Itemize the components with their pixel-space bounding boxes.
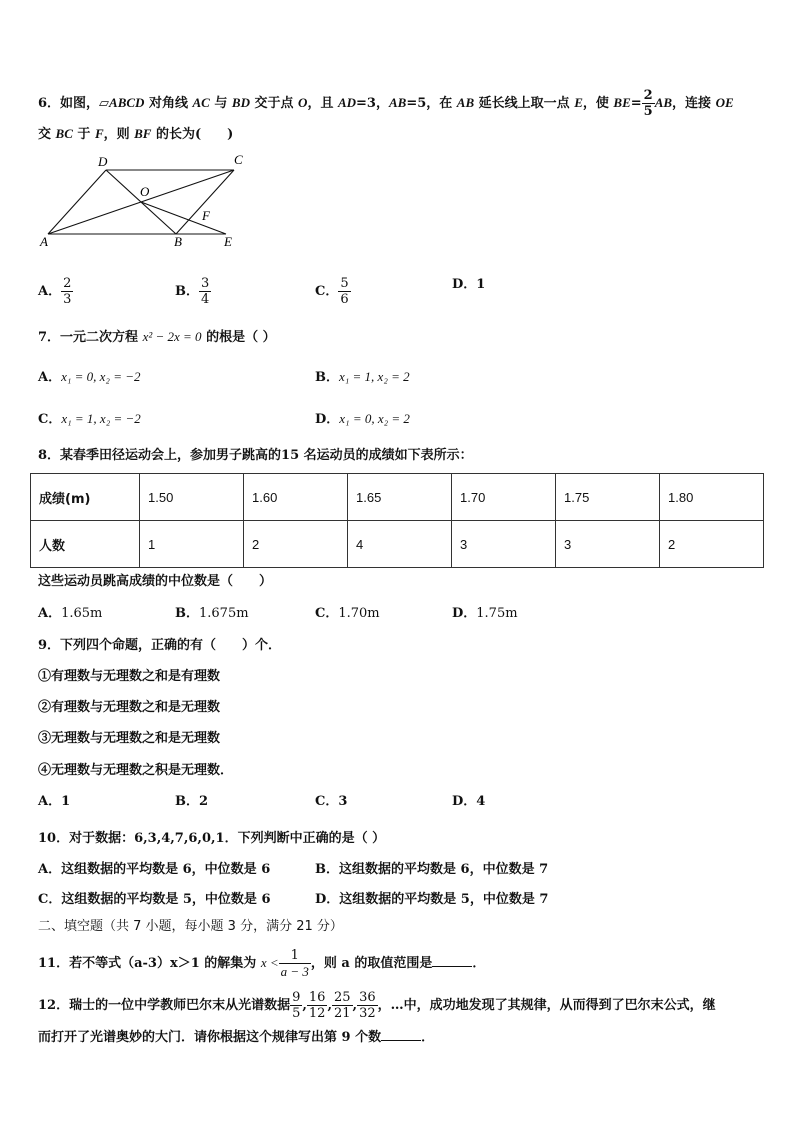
q10-option-b[interactable]: B．这组数据的平均数是 6，中位数是 7	[315, 862, 549, 877]
q6-option-c[interactable]: C． $\frac{5}{6}$	[315, 276, 349, 307]
q6-option-a[interactable]: A． $\frac{2}{3}$	[38, 276, 72, 307]
q11-fraction: $\frac{1}{a - 3}$	[280, 948, 309, 979]
label-A: A	[40, 234, 48, 249]
q9-stem: 9．下列四个命题，正确的有（ ）个．	[38, 638, 282, 653]
q7-option-c[interactable]: C．x₁ = 1, x₂ = −2	[38, 411, 141, 427]
q6-stem-line2: 交 BC 于 F，则 BF 的长为( )	[38, 126, 234, 142]
table-row	[31, 474, 764, 521]
q12-stem-line1: 12．瑞士的一位中学教师巴尔末从光谱数据 $\frac{9}{5}$ , $\frac{16}{12}$ , $\frac{25}{21}$ , $\frac{36}{32}$ ，…中，成功地发现了其规律，从而得到了巴尔末公式，继	[38, 990, 716, 1021]
table-row	[31, 521, 764, 568]
q7-stem: 7．一元二次方程 x² − 2x = 0 的根是（ ）	[38, 329, 276, 345]
q9-item-4: ④无理数与无理数之积是无理数．	[38, 763, 234, 778]
q11-stem: 11．若不等式（a-3）x＞1 的解集为 x < $\frac{1}{a - 3}$ ，则 a 的取值范围是 ．	[38, 948, 486, 979]
q12-stem-line2: 而打开了光谱奥妙的大门．请你根据这个规律写出第 9 个数 ．	[38, 1030, 435, 1045]
section-heading: 二、填空题（共 7 小题，每小题 3 分，满分 21 分）	[38, 919, 343, 934]
table-cell: 3	[452, 521, 556, 568]
table-header-score: 成绩(m)	[31, 474, 140, 521]
label-B: B	[174, 234, 182, 249]
q9-item-3: ③无理数与无理数之和是无理数	[38, 731, 221, 746]
table-cell: 1.60	[244, 474, 348, 521]
q9-option-b[interactable]: B．2	[175, 794, 209, 809]
q10-stem: 10．对于数据：6,3,4,7,6,0,1．下列判断中正确的是（ ）	[38, 831, 386, 846]
q6-fraction: $\frac{2}{5}$	[643, 88, 653, 119]
table-cell: 1.70	[452, 474, 556, 521]
q9-item-1: ①有理数与无理数之和是有理数	[38, 669, 221, 684]
label-C: C	[234, 152, 243, 167]
q9-option-d[interactable]: D．4	[452, 794, 486, 809]
label-O: O	[140, 184, 150, 199]
table-header-count: 人数	[31, 521, 140, 568]
q8-option-c[interactable]: C．1.70m	[315, 606, 380, 621]
q9-option-a[interactable]: A．1	[38, 794, 71, 809]
q8-stem: 8．某春季田径运动会上，参加男子跳高的15 名运动员的成绩如下表所示：	[38, 448, 473, 463]
q10-option-a[interactable]: A．这组数据的平均数是 6，中位数是 6	[38, 862, 271, 877]
q8-option-a[interactable]: A．1.65m	[38, 606, 103, 621]
parallelogram-figure	[34, 150, 254, 250]
q9-option-c[interactable]: C．3	[315, 794, 348, 809]
label-E: E	[224, 234, 232, 249]
q8-option-b[interactable]: B．1.675m	[175, 606, 249, 621]
q8-option-d[interactable]: D．1.75m	[452, 606, 518, 621]
q6-stem-line1: 6．如图，▱ABCD 对角线 AC 与 BD 交于点 O，且 AD=3，AB=5，在 AB 延长线上取一点 E，使 BE= $\frac{2}{5}$ AB，连接 OE	[38, 88, 734, 119]
table-cell: 2	[660, 521, 764, 568]
q7-option-a[interactable]: A．x₁ = 0, x₂ = −2	[38, 369, 141, 385]
q9-item-2: ②有理数与无理数之和是无理数	[38, 700, 221, 715]
label-F: F	[202, 208, 210, 223]
scores-table	[30, 473, 764, 568]
q12-answer-blank[interactable]	[381, 1028, 421, 1041]
q10-option-c[interactable]: C．这组数据的平均数是 5，中位数是 6	[38, 892, 271, 907]
table-cell: 4	[348, 521, 452, 568]
label-D: D	[98, 154, 108, 169]
q6-option-b[interactable]: B． $\frac{3}{4}$	[175, 276, 210, 307]
table-cell: 1	[140, 521, 244, 568]
table-cell: 3	[556, 521, 660, 568]
q11-answer-blank[interactable]	[432, 954, 472, 967]
table-cell: 1.50	[140, 474, 244, 521]
q7-option-d[interactable]: D．x₁ = 0, x₂ = 2	[315, 411, 410, 427]
table-cell: 1.75	[556, 474, 660, 521]
table-cell: 2	[244, 521, 348, 568]
q8-question: 这些运动员跳高成绩的中位数是（ ）	[38, 574, 273, 589]
q10-option-d[interactable]: D．这组数据的平均数是 5，中位数是 7	[315, 892, 549, 907]
q7-option-b[interactable]: B．x₁ = 1, x₂ = 2	[315, 369, 410, 385]
table-cell: 1.65	[348, 474, 452, 521]
table-cell: 1.80	[660, 474, 764, 521]
q6-option-d[interactable]: D．1	[452, 277, 486, 292]
